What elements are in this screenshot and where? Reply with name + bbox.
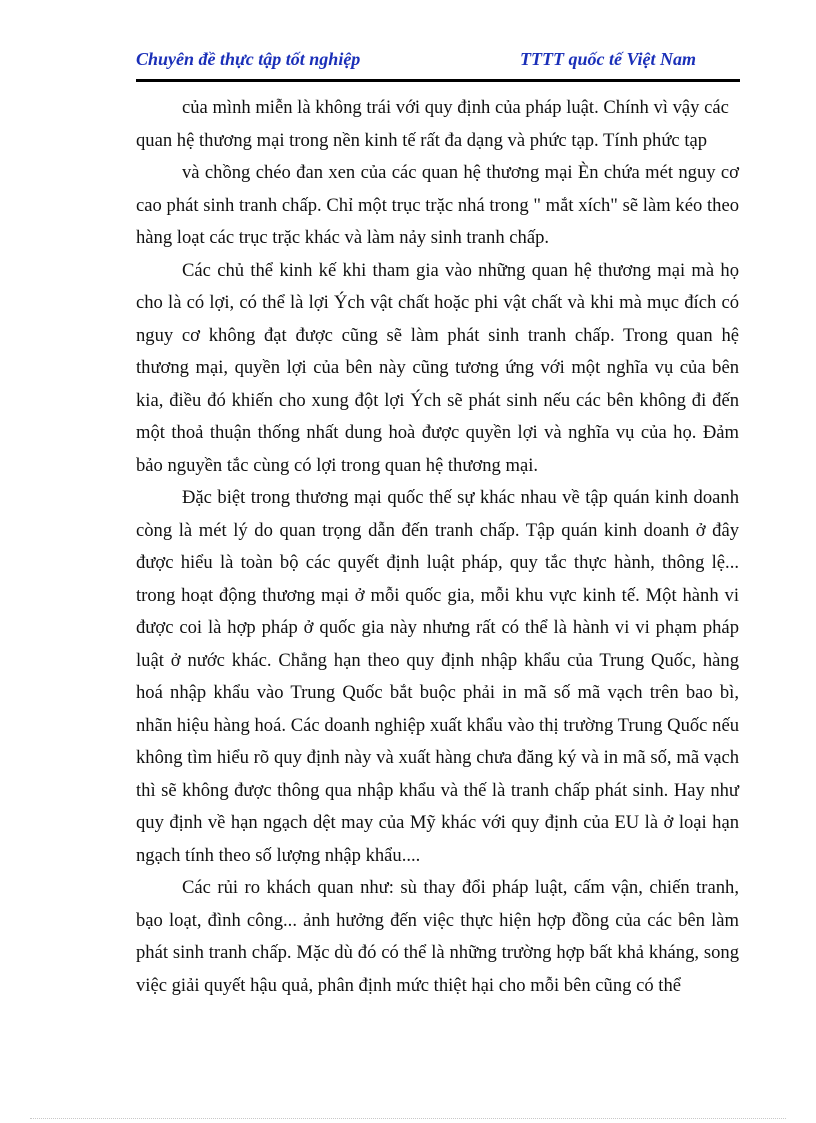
header-right-title: TTTT quốc tế Việt Nam: [520, 49, 696, 69]
page-header: [136, 48, 740, 72]
paragraph: Các chủ thể kinh kế khi tham gia vào những quan hệ thương mại mà họ cho là có lợi, có thể là lợi Ých vật chất hoặc phi vật chất và khi mà mục đích có nguy cơ không đạt được cũng sẽ làm phát sinh tranh chấp. Trong quan hệ thương mại, quyền lợi của bên này cũng tương ứng với một nghĩa vụ của bên kia, điều đó khiến cho xung đột lợi Ých sẽ phát sinh nếu các bên không đi đến một thoả thuận thống nhất dung hoà được quyền lợi và nghĩa vụ của họ. Đảm bảo nguyền tắc cùng có lợi trong quan hệ thương mại.: [136, 259, 739, 476]
header-left-title: Chuyên đề thực tập tốt nghiệp: [136, 49, 361, 69]
paragraph: Các rủi ro khách quan như: sù thay đổi pháp luật, cấm vận, chiến tranh, bạo loạt, đình công... ảnh hưởng đến việc thực hiện hợp đồng của các bên làm phát sinh tranh chấp. Mặc dù đó có thể là những trường hợp bất khả kháng, song việc giải quyết hậu quả, phân định mức thiệt hại cho mỗi bên cũng có thể: [136, 877, 739, 996]
paragraph: Đặc biệt trong thương mại quốc thế sự khác nhau về tập quán kinh doanh còng là mét lý do quan trọng dẫn đến tranh chấp. Tập quán kinh doanh ở đây được hiểu là toàn bộ các quyết định luật pháp, quy tắc thực hành, thông lệ... trong hoạt động thương mại ở mỗi quốc gia, mỗi khu vực kinh tế. Một hành vi được coi là hợp pháp ở quốc gia này nhưng rất có thể là hành vi vi phạm pháp luật ở nước khác. Chẳng hạn theo quy định nhập khẩu của Trung Quốc, hàng hoá nhập khẩu vào Trung Quốc bắt buộc phải in mã số mã vạch trên bao bì, nhãn hiệu hàng hoá. Các doanh nghiệp xuất khẩu vào thị trường Trung Quốc nếu không tìm hiểu rõ quy định này và xuất hàng chưa đăng ký và in mã số, mã vạch thì sẽ không được thông qua nhập khẩu và thế là tranh chấp phát sinh. Hay như quy định về hạn ngạch dệt may của Mỹ khác với quy định của EU là ở loại hạn ngạch tính theo số lượng nhập khẩu....: [136, 487, 739, 866]
header-divider: [136, 79, 740, 82]
paragraph: của mình miễn là không trái với quy định của pháp luật. Chính vì vậy các quan hệ thương mại trong nền kinh tế rất đa dạng và phức tạp. Tính phức tạp: [136, 97, 729, 151]
body-text: [136, 92, 739, 1002]
footer-dotted-line: [30, 1118, 786, 1119]
paragraph: và chồng chéo đan xen của các quan hệ thương mại Èn chứa mét nguy cơ cao phát sinh tranh chấp. Chỉ một trục trặc nhá trong " mắt xích" sẽ làm kéo theo hàng loạt các trục trặc khác và làm nảy sinh tranh chấp.: [136, 162, 739, 248]
